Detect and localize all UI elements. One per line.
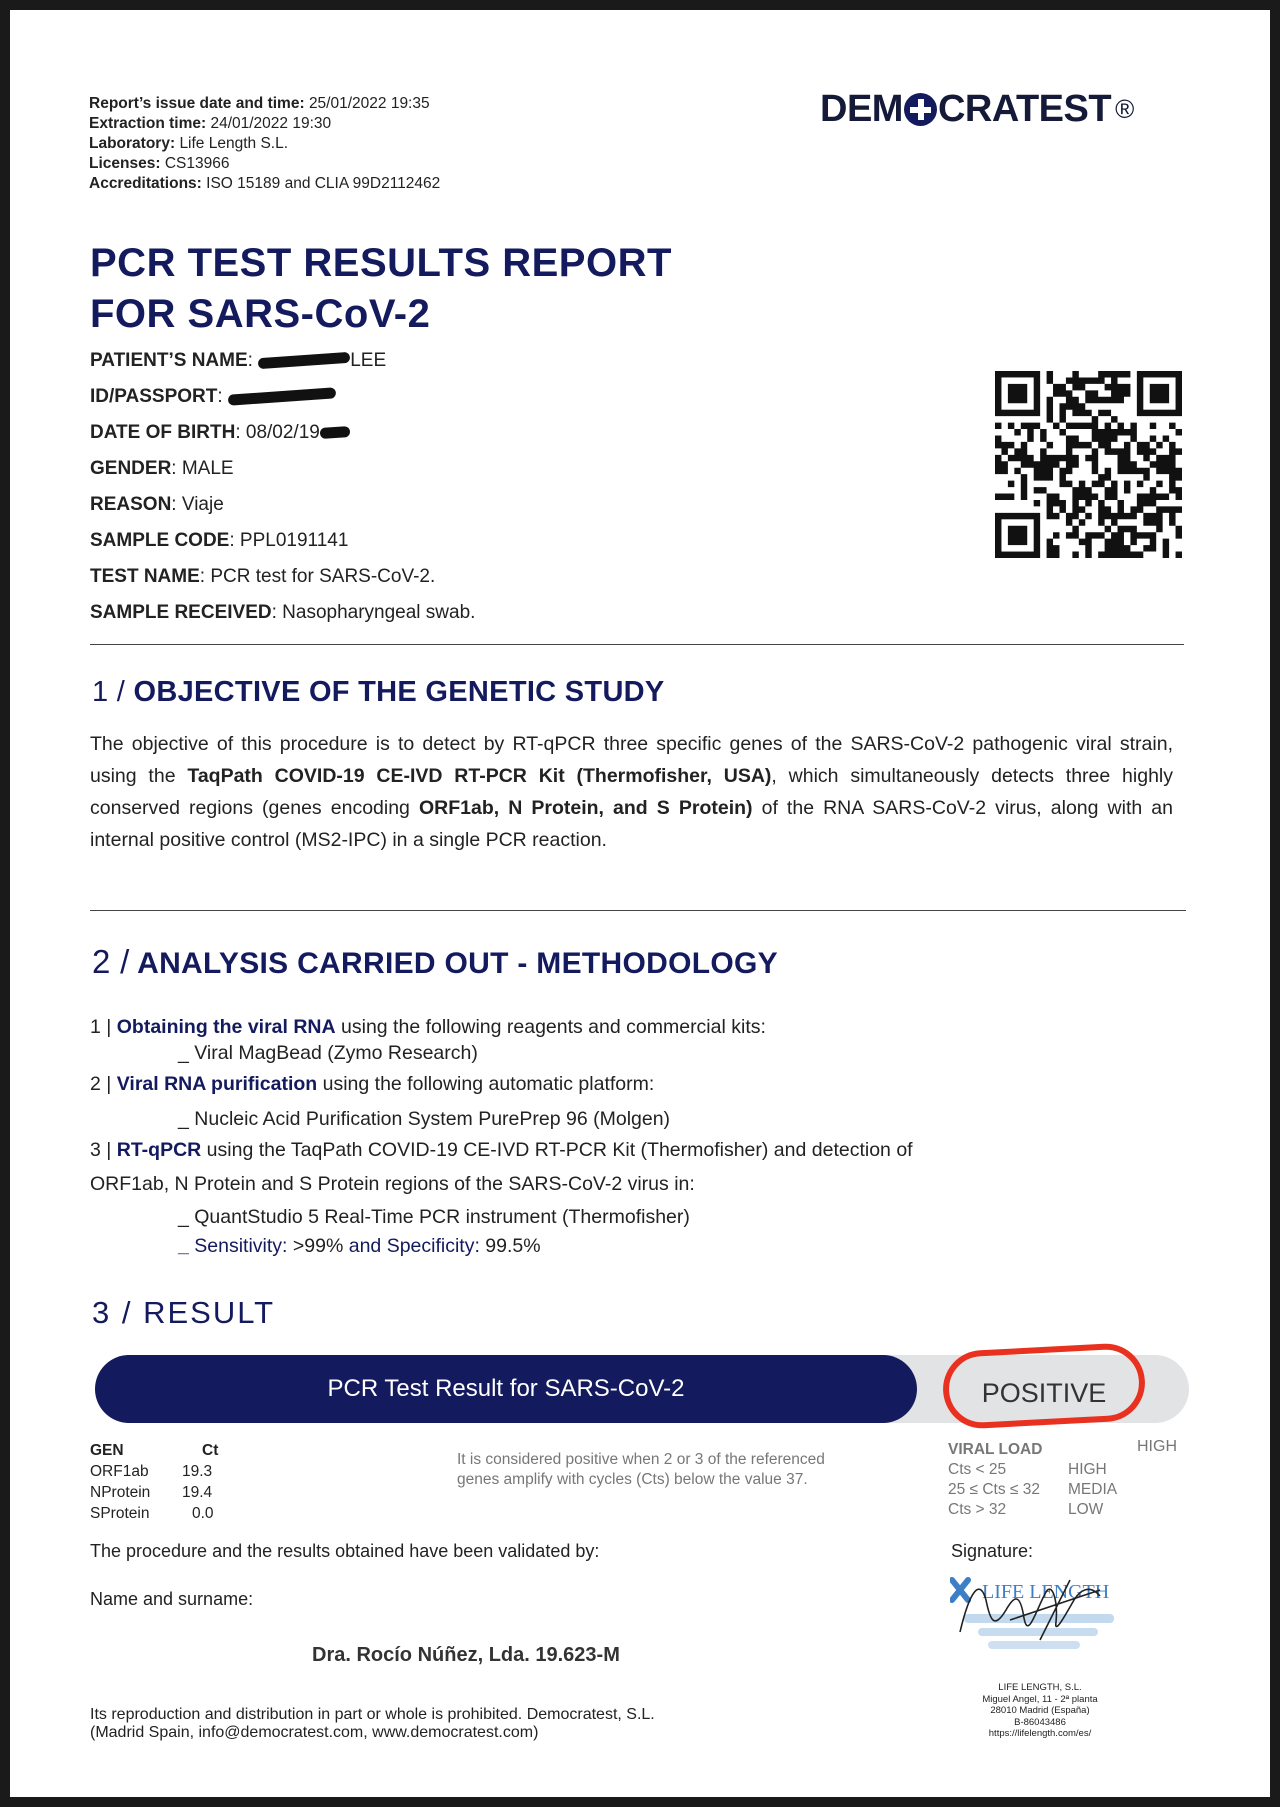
- registered-mark: ®: [1115, 94, 1134, 124]
- stamp-address-line: Miguel Angel, 11 - 2ª planta: [982, 1693, 1098, 1705]
- redaction-mark: [319, 426, 350, 439]
- objective-genes: ORF1ab, N Protein, and S Protein): [418, 797, 753, 819]
- extraction-label: Extraction time:: [89, 115, 207, 132]
- report-title: [90, 238, 672, 340]
- patient-name-value: LEE: [350, 350, 387, 371]
- vl-level: LOW: [1068, 1501, 1104, 1518]
- sensitivity-value: >99%: [287, 1235, 349, 1257]
- name-surname-label: Name and surname:: [90, 1589, 254, 1609]
- table-row: [90, 1503, 218, 1524]
- step-number: 2 |: [90, 1073, 112, 1095]
- viral-load-header: VIRAL LOAD: [948, 1441, 1043, 1458]
- method-step-1-item: _ Viral MagBead (Zymo Research): [178, 1042, 478, 1064]
- lab-label: Laboratory:: [89, 135, 176, 152]
- step-title: Viral RNA purification: [116, 1073, 318, 1095]
- vl-range: Cts < 25: [948, 1461, 1007, 1478]
- democratest-logo: [820, 88, 1134, 131]
- patient-info: PATIENT’S NAME: LEE ID/PASSPORT: DATE OF BIRTH: 08/02/19 GENDER: MALE REASON: Viaje SAMPLE CODE: PPL0191141 TEST NAME: PCR test for SARS-CoV-2. SAMPLE RECEIVED: Nasopharyngeal swab.: [90, 350, 476, 623]
- footer-line-1: Its reproduction and distribution in part or whole is prohibited. Democratest, S.L.: [90, 1706, 655, 1723]
- licenses-label: Licenses:: [89, 155, 161, 172]
- step-text: using the following automatic platform:: [317, 1073, 655, 1095]
- method-step-2-item: _ Nucleic Acid Purification System PurePrep 96 (Molgen): [178, 1108, 671, 1130]
- gender-value: MALE: [181, 458, 234, 479]
- vl-level: HIGH: [1068, 1461, 1107, 1478]
- sample-code-value: PPL0191141: [239, 530, 349, 551]
- footer-line-2: (Madrid Spain, info@democratest.com, www.democratest.com): [90, 1724, 539, 1741]
- objective-text: , which simultaneously detects three highly conserved regions (genes encoding: [90, 765, 1173, 819]
- vl-level: MEDIA: [1068, 1481, 1118, 1498]
- gender-label: GENDER: [90, 458, 172, 479]
- method-step-3-item: _ QuantStudio 5 Real-Time PCR instrument (Thermofisher): [178, 1206, 690, 1228]
- divider: [90, 644, 1184, 645]
- title-line-2: FOR SARS-CoV-2: [90, 292, 431, 336]
- positive-criteria-note: It is considered positive when 2 or 3 of the referenced genes amplify with cycles (Cts) below the value 37.: [457, 1451, 825, 1488]
- gene-ct: 19.4: [182, 1484, 213, 1501]
- sensitivity-line: [178, 1235, 541, 1258]
- signature-stamp-icon: [950, 1570, 1125, 1670]
- step-number: 3 |: [90, 1139, 112, 1161]
- objective-kit: TaqPath COVID-19 CE-IVD RT-PCR Kit (Thermofisher, USA): [187, 765, 772, 787]
- medical-cross-icon: [904, 93, 937, 126]
- validated-by-text: The procedure and the results obtained have been validated by:: [90, 1541, 600, 1561]
- step-title: RT-qPCR: [116, 1139, 202, 1161]
- section-1-heading: [92, 676, 665, 709]
- footer: [90, 1706, 655, 1742]
- result-bar-label: PCR Test Result for SARS-CoV-2: [95, 1355, 917, 1423]
- divider: [90, 910, 1186, 911]
- table-row: [948, 1500, 1117, 1520]
- passport-label: ID/PASSPORT: [90, 386, 218, 407]
- objective-text: The objective of this procedure is to detect by RT-qPCR three specific genes of the SARS-CoV-2 pathogenic viral strain, using the: [90, 733, 1173, 787]
- vl-range: Cts > 32: [948, 1501, 1007, 1518]
- report-metadata: [89, 94, 440, 194]
- stamp-address: [940, 1682, 1140, 1740]
- report-page: [10, 10, 1270, 1797]
- logo-text-right: CRATEST: [937, 88, 1112, 130]
- step-number: 1 |: [90, 1016, 112, 1038]
- patient-name-label: PATIENT’S NAME: [90, 350, 248, 371]
- stamp-address-line: 28010 Madrid (España): [990, 1705, 1090, 1716]
- stamp-brand: LIFE LENGTH: [982, 1581, 1110, 1603]
- gene-name: NProtein: [90, 1484, 151, 1501]
- redaction-mark: [228, 388, 337, 407]
- doctor-name: Dra. Rocío Núñez, Lda. 19.623-M: [312, 1644, 620, 1666]
- section-3-heading: 3 / RESULT: [92, 1295, 276, 1330]
- table-row: [948, 1460, 1117, 1480]
- stamp-url[interactable]: https://lifelength.com/es/: [988, 1728, 1092, 1739]
- specificity-value: 99.5%: [479, 1235, 541, 1257]
- step-text: using the following reagents and commercial kits:: [335, 1016, 766, 1038]
- issue-label: Report’s issue date and time:: [89, 95, 305, 112]
- gene-name: ORF1ab: [90, 1463, 149, 1480]
- test-name-value: PCR test for SARS-CoV-2.: [210, 566, 436, 587]
- gene-ct: 0.0: [192, 1505, 214, 1522]
- viral-load-table: [948, 1440, 1117, 1520]
- viral-load-result: HIGH: [1137, 1438, 1177, 1455]
- and-text: and: [348, 1235, 387, 1257]
- gen-header: GEN: [90, 1442, 124, 1459]
- step-text: using the TaqPath COVID-19 CE-IVD RT-PCR Kit (Thermofisher) and detection of: [201, 1139, 913, 1161]
- stamp-address-line: LIFE LENGTH, S.L.: [998, 1682, 1082, 1693]
- gene-name: SProtein: [90, 1505, 150, 1522]
- redaction-mark: [258, 352, 351, 369]
- sample-code-label: SAMPLE CODE: [90, 530, 230, 551]
- objective-paragraph: [90, 728, 1173, 856]
- section-1-number: 1 /: [92, 676, 126, 708]
- method-step-1: [90, 1016, 766, 1039]
- highlight-circle: [941, 1342, 1147, 1430]
- sensitivity-label: Sensitivity:: [194, 1235, 288, 1257]
- lab-value: Life Length S.L.: [179, 135, 289, 152]
- signature-label: Signature:: [951, 1541, 1034, 1561]
- extraction-value: 24/01/2022 19:30: [210, 115, 332, 132]
- dob-value: 08/02/19: [245, 422, 320, 443]
- reason-value: Viaje: [181, 494, 224, 515]
- stamp-address-line: B-86043486: [1014, 1716, 1066, 1728]
- table-row: [948, 1480, 1117, 1500]
- vl-range: 25 ≤ Cts ≤ 32: [948, 1481, 1040, 1498]
- table-row: [90, 1482, 218, 1503]
- sample-received-label: SAMPLE RECEIVED: [90, 602, 272, 623]
- method-step-3: [90, 1139, 913, 1162]
- section-2-title: ANALYSIS CARRIED OUT - METHODOLOGY: [137, 947, 778, 980]
- sample-received-value: Nasopharyngeal swab.: [282, 602, 476, 623]
- section-2-number: 2 /: [92, 943, 130, 980]
- section-2-heading: [92, 943, 778, 981]
- method-step-3-continued: ORF1ab, N Protein and S Protein regions of the SARS-CoV-2 virus in:: [90, 1173, 695, 1195]
- accreditations-value: ISO 15189 and CLIA 99D2112462: [206, 175, 441, 192]
- section-1-title: OBJECTIVE OF THE GENETIC STUDY: [133, 676, 665, 708]
- specificity-label: Specificity:: [386, 1235, 480, 1257]
- ct-header: Ct: [202, 1442, 219, 1459]
- logo-text-left: DEM: [820, 88, 903, 130]
- gene-ct-table: [90, 1440, 218, 1524]
- reason-label: REASON: [90, 494, 172, 515]
- title-line-1: PCR TEST RESULTS REPORT: [90, 241, 672, 285]
- dob-label: DATE OF BIRTH: [90, 422, 236, 443]
- accreditations-label: Accreditations:: [89, 175, 202, 192]
- table-row: [90, 1461, 218, 1482]
- issue-value: 25/01/2022 19:35: [308, 95, 430, 112]
- objective-text: of the RNA SARS-CoV-2 virus, along with an internal positive control (MS2-IPC) in a single PCR reaction.: [90, 797, 1173, 851]
- method-step-2: [90, 1073, 654, 1096]
- dash: _: [178, 1235, 195, 1257]
- result-value: POSITIVE: [981, 1377, 1107, 1408]
- licenses-value: CS13966: [164, 155, 230, 172]
- gene-ct: 19.3: [182, 1463, 213, 1480]
- step-title: Obtaining the viral RNA: [116, 1016, 336, 1038]
- qr-code-icon[interactable]: [995, 371, 1182, 558]
- test-name-label: TEST NAME: [90, 566, 200, 587]
